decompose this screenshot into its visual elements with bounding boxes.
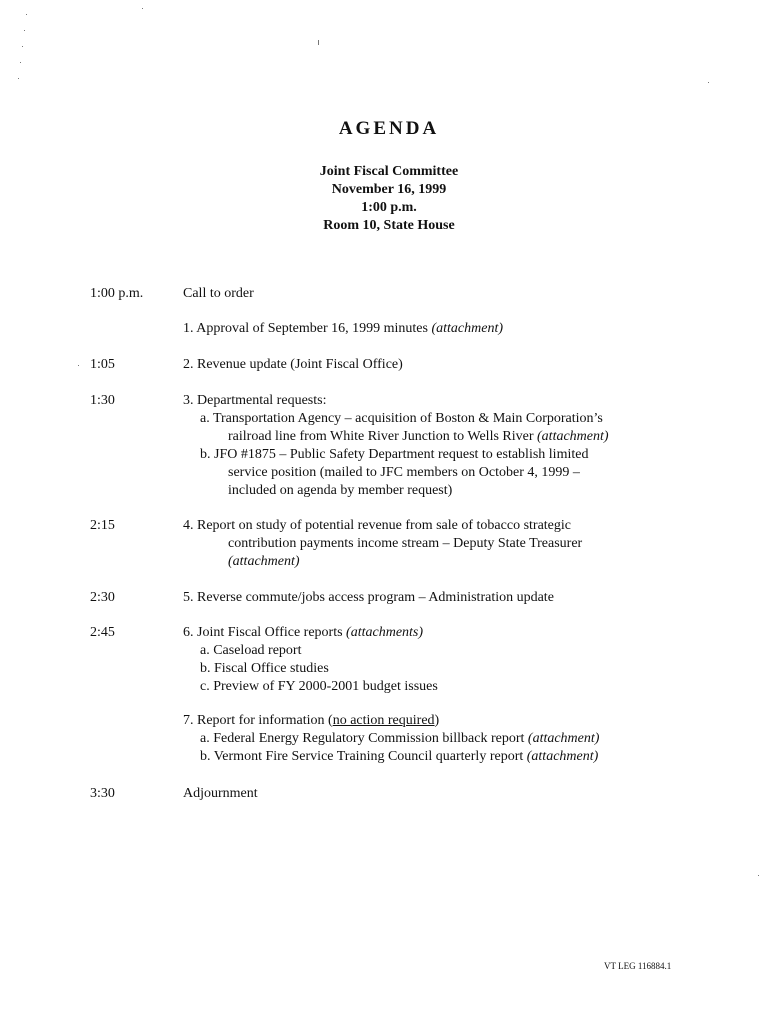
scan-speck [78,365,79,366]
agenda-item-text: 5. Reverse commute/jobs access program – Administration update [183,590,554,605]
agenda-item-text: Call to order [183,286,254,301]
meeting-header [0,163,770,235]
agenda-item-text: 7. Report for information (no action required) [183,713,440,728]
agenda-item-text: 4. Report on study of potential revenue from sale of tobacco strategic [183,518,571,533]
sub-item-b: b. JFO #1875 – Public Safety Department request to establish limited [200,447,589,462]
sub-item-a: a. Transportation Agency – acquisition of Boston & Main Corporation’s [200,411,603,426]
scan-speck [318,40,319,45]
scan-speck [26,14,27,15]
agenda-item-text: 1. Approval of September 16, 1999 minutes (attachment) [183,321,503,336]
attachment-note: (attachment) [527,731,600,746]
agenda-item-block [183,624,663,696]
time-label: 2:45 [90,625,115,640]
agenda-title: AGENDA [338,118,440,139]
time-label: 1:05 [90,357,115,372]
attachment-note: (attachments) [346,625,424,640]
scan-speck [24,30,25,31]
attachment-note: (attachment) [537,429,609,444]
sub-item-b-continued: included on agenda by member request) [228,483,453,498]
time-label: 1:00 p.m. [90,286,144,301]
committee-name: Joint Fiscal Committee [319,164,459,179]
scan-speck [22,46,23,47]
no-action-text: no action required [332,713,435,728]
time-label: 2:15 [90,518,115,533]
agenda-item-block [183,392,663,500]
meeting-date: November 16, 1999 [331,182,447,197]
document-id: VT LEG 116884.1 [604,961,672,971]
agenda-item-continued: contribution payments income stream – Deputy State Treasurer [228,536,583,551]
time-label: 3:30 [90,786,115,801]
agenda-item-block [183,712,663,766]
agenda-item-block [183,517,663,571]
scan-speck [18,78,19,79]
attachment-note: (attachment) [526,749,599,764]
agenda-item-text: Adjournment [183,786,258,801]
sub-item-b: b. Fiscal Office studies [200,661,329,676]
meeting-location: Room 10, State House [323,218,455,233]
sub-item-b-continued: service position (mailed to JFC members on October 4, 1999 – [228,465,580,480]
attachment-note: (attachment) [228,554,300,569]
scan-speck [142,8,143,9]
sub-item-a: a. Federal Energy Regulatory Commission billback report (attachment) [200,731,600,746]
scan-speck [708,82,709,83]
agenda-item-text: 6. Joint Fiscal Office reports (attachments) [183,625,424,640]
meeting-time: 1:00 p.m. [361,200,417,215]
sub-item-a-continued: railroad line from White River Junction to Wells River (attachment) [228,429,609,444]
time-label: 2:30 [90,590,115,605]
scan-speck [758,875,759,876]
agenda-item-text: 2. Revenue update (Joint Fiscal Office) [183,357,403,372]
agenda-item-text: 3. Departmental requests: [183,393,327,408]
time-label: 1:30 [90,393,115,408]
sub-item-c: c. Preview of FY 2000-2001 budget issues [200,679,438,694]
attachment-note: (attachment) [431,321,503,336]
sub-item-a: a. Caseload report [200,643,302,658]
sub-item-b: b. Vermont Fire Service Training Council quarterly report (attachment) [200,749,599,764]
scan-speck [20,62,21,63]
